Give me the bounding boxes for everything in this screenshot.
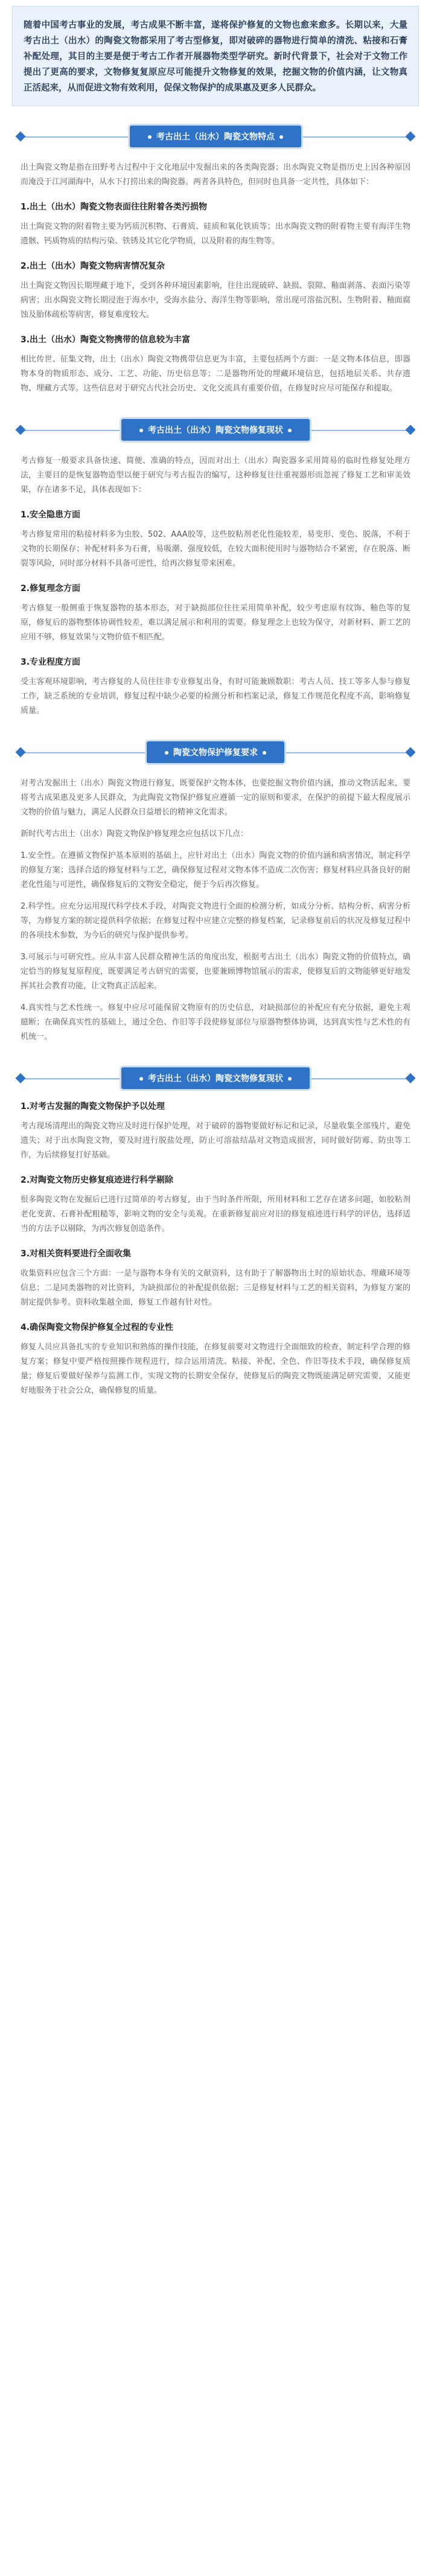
- section-heading-banner: [0, 415, 431, 444]
- paragraph: 3.可展示与可研究性。应从丰富人民群众精神生活的角度出发，根据考古出土（出水）陶瓷文物的价值特点，确定恰当的修复复原程度，既要满足考古研究的需要，也要兼顾博物馆展示的需求，使修复后的文物能够更好地发挥其社会教育功能，让文物真正活起来。: [21, 953, 410, 991]
- subheading: 2.出土（出水）陶瓷文物病害情况复杂: [21, 261, 165, 271]
- diamond-ornament-icon: [406, 425, 416, 435]
- subheading: 1.出土（出水）陶瓷文物表面往往附着各类污损物: [21, 202, 208, 212]
- dot-icon: [288, 1077, 292, 1081]
- subheading: 1.对考古发掘的陶瓷文物保护予以处理: [21, 1102, 165, 1111]
- section-heading-banner: [0, 122, 431, 151]
- paragraph: 2.科学性。应充分运用现代科学技术手段，对陶瓷文物进行全面的检测分析，如成分分析、结构分析、病害分析等，为修复方案的制定提供科学依据；在修复过程中应建立完整的修复档案，记录修复前后的状况及修复过程中的各项技术参数，为今后的研究与保护提供参考。: [21, 902, 410, 940]
- dot-icon: [263, 751, 266, 755]
- section-title-text: 考古出土（出水）陶瓷文物修复现状: [148, 1074, 283, 1084]
- paragraph: 修复人员应具备扎实的专业知识和熟练的操作技能，在修复前要对文物进行全面细致的检查，制定科学合理的修复方案；修复中要严格按照操作规程进行，综合运用清洗、粘接、补配、全色、作旧等技术手段，确保修复质量；修复后要做好保养与监测工作，实现文物的长期安全保存，使修复后的陶瓷文物既能满足研究需要，又能更好地服务于社会公众，确保修复的质量。: [21, 1343, 410, 1395]
- paragraph: 出土陶瓷文物的附着物主要为钙质沉积物、石膏质、硅质和氧化铁质等；出水陶瓷文物的附着物主要有海洋生物遗骸、钙质物质的结构污染、铁锈及其它化学物质，以及附着的海生物等。: [21, 222, 410, 246]
- subheading: 4.确保陶瓷文物保护修复全过程的专业性: [21, 1323, 174, 1332]
- subheading: 3.专业程度方面: [21, 657, 81, 667]
- subheading: 2.对陶瓷文物历史修复痕迹进行科学剔除: [21, 1175, 174, 1185]
- article: [0, 6, 431, 1426]
- section-title: [147, 741, 284, 763]
- dot-icon: [165, 751, 168, 755]
- subheading: 2.修复理念方面: [21, 584, 81, 593]
- dot-icon: [148, 135, 152, 139]
- paragraph: 4.真实性与艺术性统一。修复中应尽可能保留文物原有的历史信息，对缺损部位的补配应有充分依据，避免主观臆断；在确保真实性的基础上，通过全色、作旧等手段使修复部位与原器物整体协调，达到真实性与艺术性的有机统一。: [21, 1003, 410, 1041]
- subheading: 1.安全隐患方面: [21, 510, 81, 520]
- paragraph: 考古现场清理出的陶瓷文物应及时进行保护处理，对于破碎的器物要做好标记和记录，尽量收集全部残片，避免遗失；对于出水陶瓷文物，要及时进行脱盐处理，防止可溶盐结晶对文物造成损害，同时做好防霉、防虫等工作，为后续修复打好基础。: [21, 1122, 410, 1160]
- paragraph: 考古修复常用的粘接材料多为虫胶、502、AAA胶等，这些胶粘剂老化性能较差，易变形、变色、脱落，不利于文物的长期保存；补配材料多为石膏，易吸潮、强度较低，在较大面积使用时与器物结合不紧密，存在脱落、断裂等风险，同时部分材料不具备可逆性，给再次修复带来困难。: [21, 530, 410, 568]
- dot-icon: [139, 429, 143, 432]
- section-title: [121, 419, 310, 441]
- section-title-text: 考古出土（出水）陶瓷文物特点: [156, 132, 275, 142]
- paragraph: 很多陶瓷文物在发掘后已进行过简单的考古修复，由于当时条件所限，所用材料和工艺存在诸多问题，如胶粘剂老化变黄、石膏补配粗糙等，影响文物的安全与美观。在重新修复前应对旧的修复痕迹进行科学的评估，选择适当的方法予以剔除，为再次修复创造条件。: [21, 1195, 410, 1233]
- diamond-ornament-icon: [16, 747, 26, 758]
- article-body: [0, 122, 431, 1402]
- dot-icon: [279, 135, 283, 139]
- paragraph: 1.安全性。在遵循文物保护基本原则的基础上，应针对出土（出水）陶瓷文物的价值内涵和病害情况，制定科学的修复方案；选择合适的修复材料与工艺，确保修复过程对文物本体不造成二次伤害；修复材料应具备良好的耐老化性能与可逆性，确保修复后的文物安全稳定，便于今后再次修复。: [21, 851, 410, 889]
- page-bottom-spacer: [0, 1402, 431, 1426]
- subheading: 3.出土（出水）陶瓷文物携带的信息较为丰富: [21, 335, 191, 345]
- section-title: [130, 126, 301, 147]
- paragraph: 受主客观环境影响，考古修复的人员往往非专业修复出身，有时可能兼顾数职：考古人员、技工等多人参与修复工作，缺乏系统的专业培训，修复过程中缺少必要的检测分析和档案记录，修复工作规范化程度不高，影响修复质量。: [21, 677, 410, 715]
- paragraph: 新时代考古出土（出水）陶瓷文物保护修复理念应包括以下几点：: [21, 829, 249, 839]
- diamond-ornament-icon: [16, 1073, 26, 1084]
- paragraph: 出土陶瓷文物因长期埋藏于地下，受到各种环境因素影响，往往出现破碎、缺损、裂隙、釉面剥落、表面污染等病害；出水陶瓷文物长期浸泡于海水中，受海水盐分、海洋生物等影响，常出现可溶盐沉积、生物附着、釉面腐蚀及胎体疏松等病害，修复难度较大。: [21, 281, 410, 319]
- intro-box: 随着中国考古事业的发展，考古成果不断丰富，遂将保护修复的文物也愈来愈多。长期以来，大量考古出土（出水）的陶瓷文物都采用了考古型修复，即对破碎的器物进行简单的清洗、粘接和石膏补配处理，其目的主要是便于考古工作者开展器物类型学研究。新时代背景下，社会对于文物工作提出了更高的要求，文物修复复原应尽可能提升文物修复的效果，挖掘文物的价值内涵，让文物真正活起来，从而促进文物有效利用，促保文物保护的成果惠及更多人民群众。: [12, 6, 419, 106]
- section-title-text: 陶瓷文物保护修复要求: [173, 748, 258, 758]
- paragraph: 对考古发掘出土（出水）陶瓷文物进行修复，既要保护文物本体，也要挖掘文物价值内涵，推动文物活起来，要将考古成果惠及更多人民群众，为此陶瓷文物保护修复应遵循一定的原则和要求，在保护的前提下最大程度展示文物的价值与魅力，满足人民群众日益增长的精神文化需求。: [21, 779, 410, 817]
- section-heading-banner: [0, 1064, 431, 1093]
- paragraph: 考古修复一般侧重于恢复器物的基本形态，对于缺损部位往往采用简单补配，较少考虑原有纹饰、釉色等的复原，修复后的器物整体协调性较差，难以满足展示和利用的需要。修复理念上也较为保守，对新材料、新工艺的应用不够，修复效果与文物价值不相匹配。: [21, 604, 410, 642]
- diamond-ornament-icon: [406, 747, 416, 758]
- paragraph: 收集资料应包含三个方面：一是与器物本身有关的文献资料，这有助于了解器物出土时的原始状态、埋藏环境等信息；二是同类器物的对比资料，为缺损部位的补配提供依据；三是修复材料与工艺的相关资料，为修复方案的制定提供参考。资料收集越全面，修复工作越有针对性。: [21, 1269, 410, 1307]
- diamond-ornament-icon: [406, 1073, 416, 1084]
- diamond-ornament-icon: [406, 132, 416, 142]
- dot-icon: [288, 429, 292, 432]
- paragraph: 考古修复一般要求具备快速、简便、准确的特点，因而对出土（出水）陶瓷器多采用简易的临时性修复处理方法，主要目的是恢复器物造型以便于研究与考古报告的编写，这种修复往往重视器形而忽视了修复工艺和审美效果，存在诸多不足，具体表现如下：: [21, 456, 410, 494]
- paragraph: 出土陶瓷文物是指在田野考古过程中于文化地层中发掘出来的各类陶瓷器；出水陶瓷文物是指历史上因各种原因而淹没于江河湖海中，从水下打捞出来的陶瓷器。两者各具特色，但同时也具备一定共性，具体如下：: [21, 163, 410, 187]
- dot-icon: [139, 1077, 143, 1081]
- subheading: 3.对相关资料要进行全面收集: [21, 1249, 132, 1259]
- section-heading-banner: [0, 738, 431, 767]
- diamond-ornament-icon: [16, 132, 26, 142]
- diamond-ornament-icon: [16, 425, 26, 435]
- section-title-text: 考古出土（出水）陶瓷文物修复现状: [148, 426, 283, 435]
- section-title: [121, 1067, 310, 1089]
- paragraph: 相比传世、征集文物，出土（出水）陶瓷文物携带信息更为丰富，主要包括两个方面：一是文物本体信息，即器物本身的物质形态、成分、工艺、功能、历史信息等；二是器物所处的埋藏环境信息，包括地层关系、共存遗物、埋藏方式等。这些信息对于研究古代社会历史、文化交流具有重要价值，在修复时应尽可能保存和提取。: [21, 355, 410, 393]
